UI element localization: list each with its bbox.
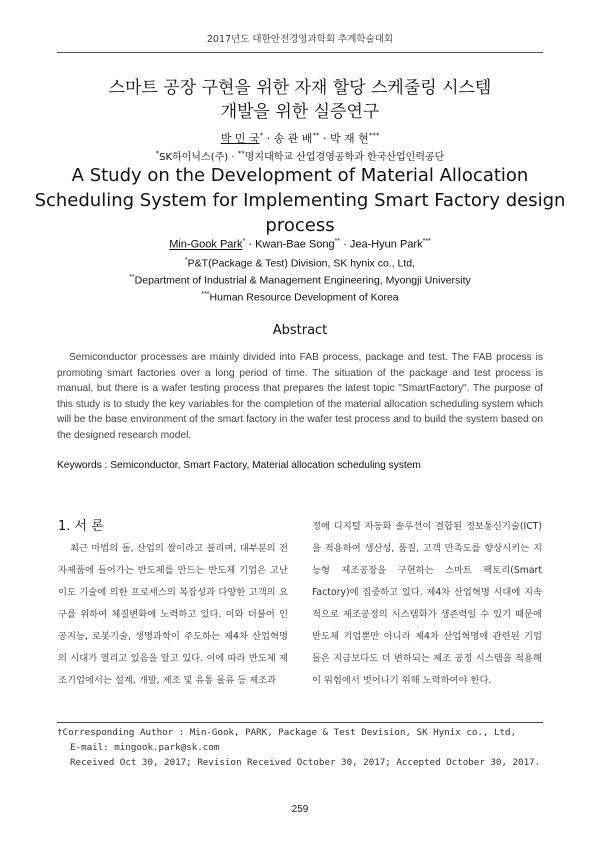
- affiliation-org: SK하이닉스(주): [159, 152, 229, 163]
- author-separator: ·: [343, 238, 347, 251]
- keywords: [57, 460, 543, 471]
- author-mark: ***: [422, 238, 431, 245]
- affiliation-mark: **: [237, 149, 245, 158]
- korean-author-name: 박 재 현: [329, 132, 369, 145]
- korean-title-line: 개발을 위한 실증연구: [220, 102, 380, 122]
- header-rule: [57, 52, 543, 53]
- section-heading: 1. 서 론: [58, 519, 104, 534]
- korean-affiliation: [0, 148, 600, 163]
- running-header: 2017년도 대한안전경영과학회 추계학술대회: [206, 34, 394, 45]
- affiliation-mark: *: [155, 149, 160, 158]
- korean-title: [0, 76, 600, 124]
- english-author-name: Min-Gook Park: [169, 238, 243, 251]
- abstract-body: Semiconductor processes are mainly divided into FAB process, package and test. The FAB process is promoting smart factories over a long period of time. The situation of the package and test process is manual, but there is a wafer testing process that prepares the latest topic "SmartFactory". The purpose of this study is to study the key variables for the completion of the material allocation scheduling system which will be the base environment of the smart factory in the wafer test process and to build the system based on the designed research model.: [57, 352, 543, 441]
- affiliation-text: Department of Industrial & Management Engineering, Myongji University: [134, 274, 471, 287]
- author-mark: *: [259, 131, 264, 140]
- author-separator: ·: [266, 132, 271, 145]
- english-authors: [0, 238, 600, 251]
- page-number: 259: [291, 804, 309, 815]
- korean-author-name: 송 관 배: [273, 132, 313, 145]
- keywords-value: Semiconductor, Smart Factory, Material allocation scheduling system: [110, 460, 421, 471]
- footnote-author: †Corresponding Author : Min-Gook, PARK, Package & Test Devision, SK Hynix co., Ltd,: [57, 727, 517, 738]
- author-mark: **: [334, 238, 341, 245]
- abstract-heading: Abstract: [272, 323, 328, 338]
- english-title-line: A Study on the Development of Material Allocation: [71, 165, 529, 186]
- affiliation-text: P&T(Package & Test) Division, SK hynix co., Ltd,: [187, 257, 416, 270]
- english-affiliation: [0, 274, 600, 287]
- korean-authors: [0, 130, 600, 146]
- english-affiliation: [0, 257, 600, 270]
- english-author-name: Kwan-Bae Song: [255, 238, 335, 251]
- english-title-line: process: [265, 215, 335, 236]
- keywords-label: Keywords :: [57, 460, 108, 471]
- footnote-email: E-mail: mingook.park@sk.com: [70, 742, 220, 753]
- affiliation-mark: *: [184, 257, 188, 264]
- body-column-left: 최근 마법의 돌, 산업의 쌀이라고 불리며, 대부분의 전자제품에 들어가는 반도체를 만드는 반도체 기업은 고난이도 기술에 의한 프로세스의 복잡성과 다양한 고객의 요구를 위하여 체질변화에 노력하고 있다. 이와 더불어 인공지능, 로봇기술, 생명과학이 주도하는 제4차 산업혁명의 시대가 열리고 있음을 알고 있다. 이에 따라 반도체 제조기업에서는 설계, 개발, 제조 및 유통 물류 등 제조과: [58, 543, 288, 686]
- footnote-received: Received Oct 30, 2017; Revision Received October 30, 2017; Accepted October 30, 2017.: [70, 757, 541, 768]
- english-affiliation: [0, 291, 600, 304]
- affiliation-org: 한국산업인력공단: [367, 152, 445, 163]
- footnote-rule: [57, 722, 543, 723]
- author-mark: **: [312, 131, 320, 140]
- korean-author-name: 박 민 국: [220, 132, 260, 145]
- english-title-line: Scheduling System for Implementing Smart Factory design: [34, 190, 566, 211]
- author-mark: ***: [368, 131, 380, 140]
- author-mark: *: [242, 238, 246, 245]
- affiliation-org: 명지대학교 산업경영공학과: [244, 152, 364, 163]
- affiliation-separator: ·: [231, 152, 235, 163]
- affiliation-text: Human Resource Development of Korea: [209, 291, 399, 304]
- body-column-right: 정에 디지털 자동화 솔루션이 결합된 정보통신기술(ICT)을 적용하여 생산성, 품질, 고객 만족도를 향상시키는 지능형 제조공장을 구현하는 스마트 팩토리(Smart Factory)에 집중하고 있다. 제4차 산업혁명 시대에 지속적으로 제조공정의 시스템화가 생존력일 수 있기 때문에 반도체 기업뿐만 아니라 제4차 산업혁명에 관련된 기업들은 지금보다도 더 변하되는 제조 공정 시스템을 적용해 이 위험에서 벗어나기 위해 노력하여야 한다.: [312, 521, 542, 686]
- author-separator: ·: [322, 132, 327, 145]
- affiliation-mark: ***: [201, 291, 210, 298]
- english-author-name: Jea-Hyun Park: [349, 238, 423, 251]
- author-separator: ·: [248, 238, 253, 251]
- english-title: [0, 163, 600, 238]
- korean-title-line: 스마트 공장 구현을 위한 자재 할당 스케줄링 시스템: [108, 78, 492, 98]
- affiliation-mark: **: [129, 274, 135, 281]
